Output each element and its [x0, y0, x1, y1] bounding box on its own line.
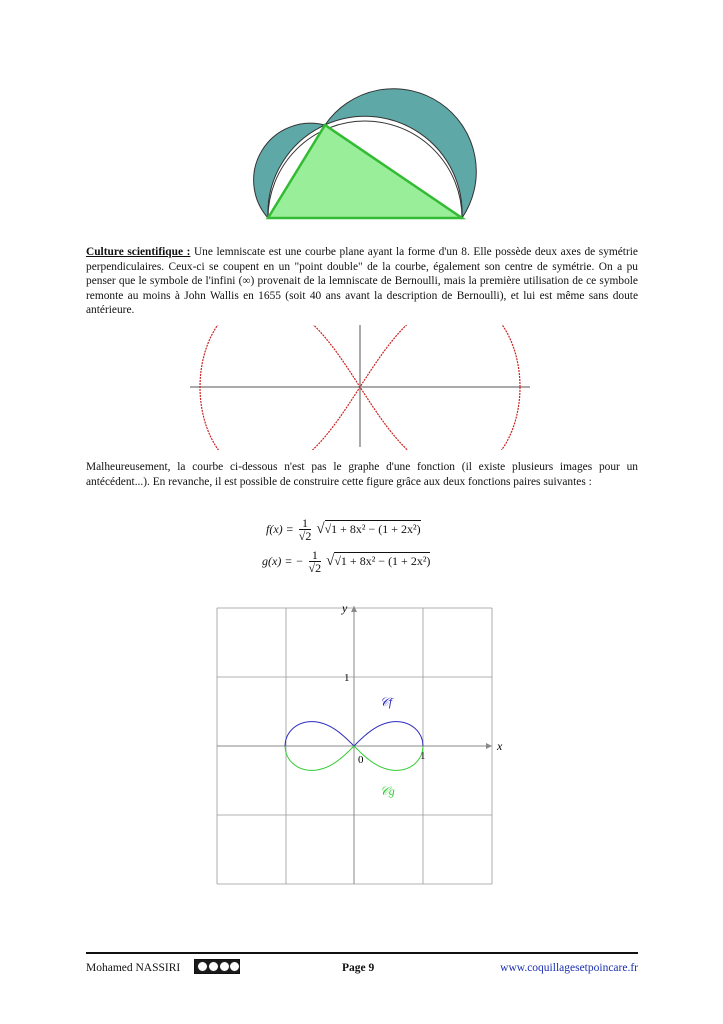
malheur-line-2: un antécédent...). En revanche, il est possible de construire cette figure grâce aux deux fonctions paires: [86, 461, 638, 488]
footer-rule: [86, 952, 638, 954]
formula-g-lhs: g(x) = −: [262, 553, 304, 568]
malheur-paragraph: [86, 460, 638, 489]
culture-lead: Culture scientifique :: [86, 246, 191, 258]
x-axis-label: x: [497, 739, 503, 753]
formula-f-lhs: f(x) =: [266, 521, 294, 536]
cg-label: 𝒞g: [380, 784, 395, 798]
y-axis-label: y: [342, 601, 348, 615]
formula-g-radicand: √1 + 8x² − (1 + 2x²): [334, 553, 431, 568]
lemniscate-figure: [190, 325, 530, 450]
y-tick-one: 1: [344, 672, 350, 684]
origin-label: 0: [358, 754, 364, 766]
lunes-figure: [225, 82, 515, 227]
formula-f-fraction: [299, 517, 312, 543]
formula-g-fraction: [309, 549, 322, 575]
culture-line-3: centre de symétrie. On a pu penser que le symbole de l'infini (∞) provenait de la lemniscate de Bernoulli,: [86, 260, 639, 287]
formula-f-radicand: √1 + 8x² − (1 + 2x²): [324, 521, 421, 536]
formula-f: f(x) = $\frac{1}{√2}$ √√1 + 8x² − (1 + 2x²): [266, 516, 421, 543]
formula-f-den: √2: [298, 529, 312, 543]
y-axis-arrow: [351, 606, 357, 612]
footer-page-number: Page 9: [342, 962, 375, 974]
x-tick-one: 1: [420, 750, 426, 762]
footer-author: Mohamed NASSIRI: [86, 962, 181, 974]
cc-license-icon: [194, 959, 240, 974]
formula-f-num: 1: [299, 517, 312, 530]
footer-website-link[interactable]: www.coquillagesetpoincare.fr: [500, 962, 638, 974]
malheur-line-1: Malheureusement, la courbe ci-dessous n'est pas le graphe d'une fonction (il existe plusieurs images pour: [86, 461, 620, 473]
culture-line-2: axes de symétrie perpendiculaires. Ceux-ci se coupent en un "point double" de la courbe, également son: [86, 246, 638, 273]
culture-line-1: Une lemniscate est une courbe plane ayant la forme d'un 8. Elle possède deux: [193, 246, 558, 258]
malheur-line-3: suivantes :: [543, 475, 592, 488]
cf-label: 𝒞f: [380, 695, 393, 709]
culture-line-5: description de Bernoulli), et lui est même sans doute antérieure.: [86, 289, 638, 316]
formula-g: g(x) = − $\frac{1}{√2}$ √√1 + 8x² − (1 + 2x²): [262, 548, 431, 575]
x-axis-arrow: [486, 743, 492, 749]
formula-g-num: 1: [309, 549, 322, 562]
function-graph: [205, 600, 515, 890]
culture-paragraph: [86, 245, 638, 318]
culture-line-4: mais la première utilisation de ce symbole remonte au moins à John Wallis en 1655 (soit 40 ans avant la: [86, 275, 638, 302]
formula-g-den: √2: [308, 561, 322, 575]
